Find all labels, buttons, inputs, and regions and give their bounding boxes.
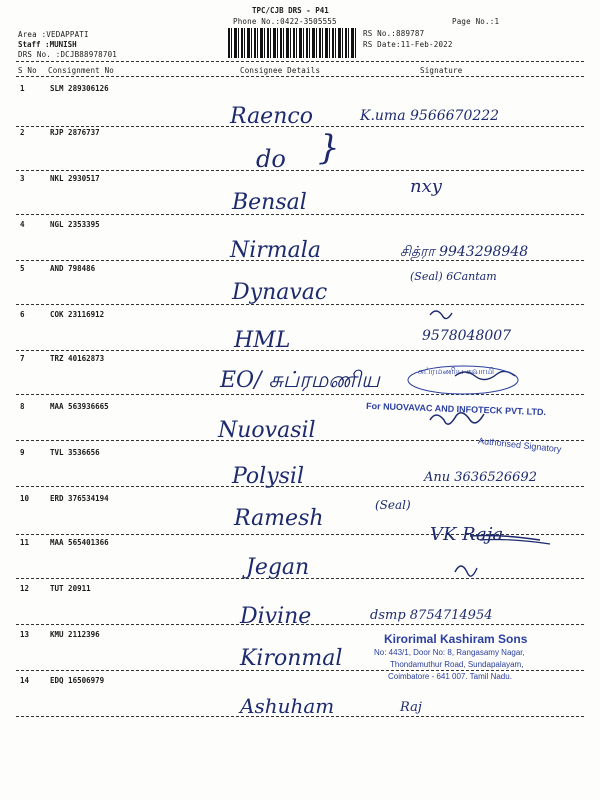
row-sno: 4 — [20, 220, 25, 229]
row-consignment: NKL 2930517 — [50, 174, 100, 183]
staff-label: Staff :MUNISH — [18, 40, 77, 49]
row-consignment: EDQ 16506979 — [50, 676, 105, 685]
signature-handwriting: (Seal) 6Cantam — [410, 270, 497, 283]
area-label: Area :VEDAPPATI — [18, 30, 89, 39]
row-sno: 5 — [20, 264, 25, 273]
brace-mark: } — [318, 128, 340, 168]
signature-scribble — [430, 311, 452, 319]
stamp-authorised-signatory: Authorised Signatory — [477, 435, 562, 455]
row-consignment: TUT 20911 — [50, 584, 91, 593]
page-number: Page No.:1 — [452, 17, 500, 26]
row-consignment: RJP 2876737 — [50, 128, 100, 137]
signature-handwriting: Raj — [400, 700, 422, 715]
consignee-handwriting: EO/ சுப்ரமணிய — [220, 368, 380, 393]
row-consignment: TRZ 40162873 — [50, 354, 105, 363]
consignee-handwriting: Dynavac — [232, 280, 328, 305]
row-sno: 11 — [20, 538, 30, 547]
row-sno: 10 — [20, 494, 30, 503]
signature-scribble — [455, 371, 515, 379]
row-consignment: MAA 565401366 — [50, 538, 109, 547]
signature-handwriting: VK Raja — [430, 524, 504, 545]
row-consignment: MAA 563936665 — [50, 402, 109, 411]
row-sno: 1 — [20, 84, 25, 93]
stamp-tamil-text: சுப்ரமணிய சுவாமி — [418, 366, 495, 376]
consignee-handwriting: do — [256, 145, 286, 173]
stamp-oval — [408, 366, 518, 394]
row-consignment: TVL 3536656 — [50, 448, 100, 457]
row-consignment: NGL 2353395 — [50, 220, 100, 229]
row-sno: 8 — [20, 402, 25, 411]
stamp2-address-line2: Thondamuthur Road, Sundapalayam, — [390, 660, 524, 669]
signature-handwriting: Anu 3636526692 — [424, 470, 537, 485]
row-consignment: KMU 2112396 — [50, 630, 100, 639]
row-consignment: ERD 376534194 — [50, 494, 109, 503]
consignee-handwriting: Ramesh — [234, 506, 324, 531]
col-sno: S No — [18, 66, 37, 75]
signature-scribble — [430, 413, 484, 424]
consignee-handwriting: Polysil — [232, 464, 304, 489]
consignee-handwriting: Ashuham — [240, 694, 335, 718]
signature-handwriting: K.uma 9566670222 — [360, 108, 500, 124]
col-consignee: Consignee Details — [240, 66, 321, 75]
consignee-handwriting: Kironmal — [240, 646, 343, 671]
row-consignment: AND 798486 — [50, 264, 96, 273]
stamp-company-name: For NUOVAVAC AND INFOTECK PVT. LTD. — [365, 400, 547, 418]
consignee-handwriting: Nirmala — [230, 238, 321, 263]
consignee-handwriting: HML — [234, 328, 291, 353]
phone-number: Phone No.:0422-3505555 — [233, 17, 337, 26]
signature-handwriting: 9578048007 — [422, 328, 512, 344]
row-sno: 2 — [20, 128, 25, 137]
sheet-title: TPC/CJB DRS - P41 — [252, 6, 329, 15]
consignee-handwriting: Raenco — [230, 104, 313, 129]
row-sno: 3 — [20, 174, 25, 183]
col-signature: Signature — [420, 66, 463, 75]
signature-handwriting: dsmp 8754714954 — [370, 608, 493, 623]
consignee-handwriting: Nuovasil — [218, 418, 316, 443]
consignee-handwriting: Bensal — [232, 190, 307, 215]
signature-handwriting: nxy — [410, 176, 442, 197]
signature-handwriting: சித்ரா 9943298948 — [400, 244, 529, 260]
consignee-handwriting: Divine — [240, 604, 312, 629]
drs-number: DRS No. :DCJB88978701 — [18, 50, 118, 59]
row-consignment: COK 23116912 — [50, 310, 105, 319]
consignee-handwriting: Jegan — [246, 555, 310, 580]
stamp2-address-line1: No: 443/1, Door No: 8, Rangasamy Nagar, — [374, 648, 525, 657]
signature-handwriting: (Seal) — [375, 498, 411, 512]
rs-date: RS Date:11-Feb-2022 — [363, 40, 453, 49]
row-sno: 9 — [20, 448, 25, 457]
stamp2-address-line3: Coimbatore - 641 007. Tamil Nadu. — [388, 672, 512, 681]
row-consignment: SLM 289306126 — [50, 84, 109, 93]
row-sno: 7 — [20, 354, 25, 363]
col-consignment: Consignment No — [48, 66, 115, 75]
row-sno: 12 — [20, 584, 30, 593]
row-sno: 6 — [20, 310, 25, 319]
signature-scribble — [455, 566, 477, 576]
row-sno: 14 — [20, 676, 30, 685]
rs-number: RS No.:889787 — [363, 29, 425, 38]
row-sno: 13 — [20, 630, 30, 639]
stamp2-company-name: Kirorimal Kashiram Sons — [384, 632, 528, 646]
